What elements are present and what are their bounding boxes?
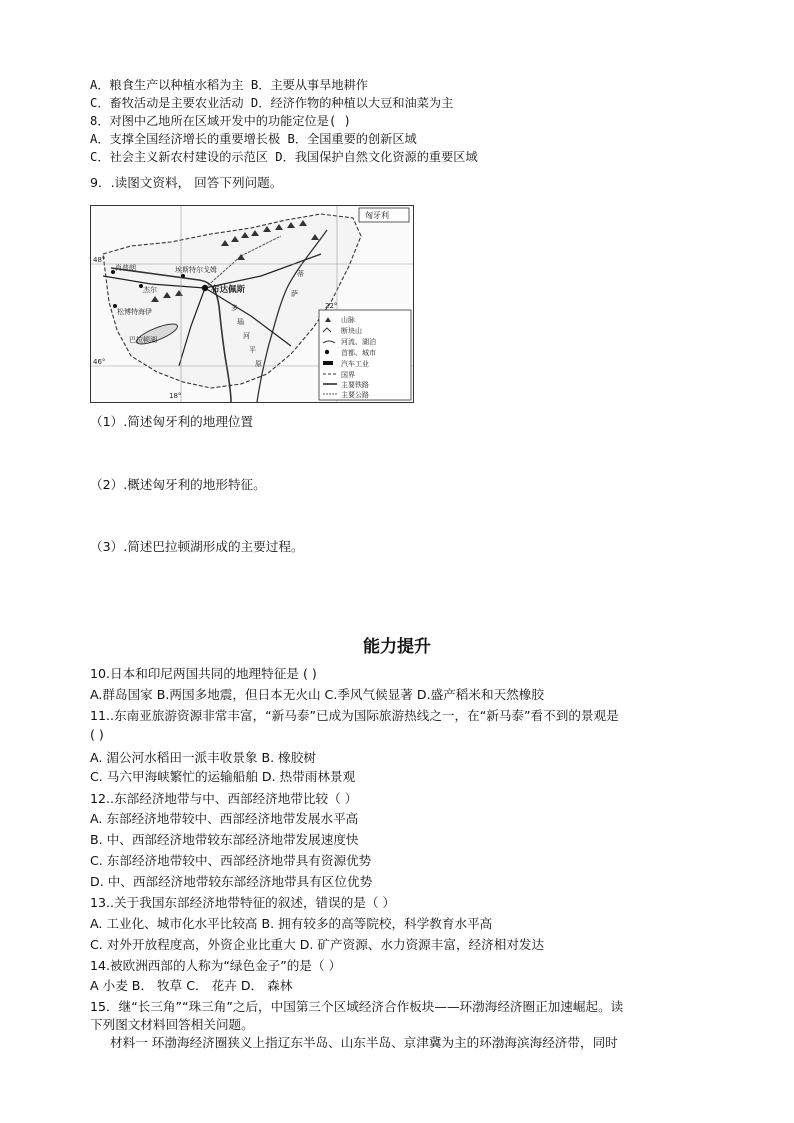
legend-city: 首都、城市	[341, 349, 376, 357]
legend-road: 主要公路	[341, 391, 369, 399]
lat1-label: 48°	[93, 256, 106, 264]
q9-sub3: （3）.简述巴拉顿湖形成的主要过程。	[90, 539, 304, 554]
q12-option-d: D. 中、西部经济地带较东部经济地带具有区位优势	[90, 874, 373, 889]
country-label: 匈牙利	[365, 211, 389, 220]
legend-city-symbol	[325, 350, 329, 354]
city3-marker	[181, 274, 185, 278]
region-char-1: 多	[231, 304, 238, 312]
legend-border: 国界	[341, 371, 355, 379]
capital-label: 布达佩斯	[211, 285, 246, 295]
city3-label: 埃斯特尔戈姆	[175, 266, 217, 274]
q8-options-line-1: A．支撑全国经济增长的重要增长极 B．全国重要的创新区域	[90, 132, 417, 146]
map-drawing	[91, 206, 413, 402]
river-char-1: 蒂	[297, 270, 304, 278]
q7-options-line-1: A．粮食生产以种植水稻为主 B．主要从事旱地耕作	[90, 78, 368, 92]
q14-options: A 小麦 B． 牧草 C． 花卉 D． 森林	[90, 978, 293, 993]
q15-material-1: 材料一 环渤海经济圈狭义上指辽东半岛、山东半岛、京津冀为主的环渤海滨海经济带，同时	[110, 1035, 618, 1050]
q8-options-line-2: C．社会主义新农村建设的示范区 D．我国保护自然文化资源的重要区域	[90, 150, 478, 164]
legend-rail: 主要铁路	[341, 381, 369, 389]
legend-auto: 汽车工业	[341, 360, 369, 368]
city1-label: 肖普朗	[115, 264, 136, 272]
legend-auto-symbol	[323, 361, 333, 365]
q12-stem: 12..东部经济地带与中、西部经济地带比较（ ）	[90, 791, 358, 806]
legend-fault: 断块山	[341, 327, 362, 335]
region-char-5: 原	[255, 360, 262, 368]
q7-options-line-2: C．畜牧活动是主要农业活动 D．经济作物的种植以大豆和油菜为主	[90, 96, 454, 110]
q13-options-line-2: C. 对外开放程度高，外资企业比重大 D. 矿产资源、水力资源丰富，经济相对发达	[90, 937, 545, 952]
river-char-2: 萨	[291, 290, 298, 298]
region-char-3: 河	[243, 332, 250, 340]
section-title: 能力提升	[363, 637, 431, 657]
q9-stem: 9．.读图文资料， 回答下列问题。	[90, 175, 283, 190]
q14-stem: 14.被欧洲西部的人称为“绿色金子”的是（ ）	[90, 958, 342, 973]
capital-marker	[202, 285, 208, 291]
region-char-4: 平	[249, 346, 256, 354]
q9-sub1: （1）.简述匈牙利的地理位置	[90, 414, 254, 429]
region-char-2: 瑙	[237, 318, 244, 326]
q8-stem: 8．对图中乙地所在区域开发中的功能定位是( )	[90, 114, 351, 128]
legend-water: 河流、湖泊	[341, 338, 376, 346]
q11-stem: 11..东南亚旅游资源非常丰富，“新马泰”已成为国际旅游热线之一，在“新马泰”看不到的景观是	[90, 708, 619, 723]
q12-option-a: A. 东部经济地带较中、西部经济地带发展水平高	[90, 811, 359, 826]
q12-option-b: B. 中、西部经济地带较东部经济地带发展速度快	[90, 832, 359, 847]
q11-paren: ( )	[90, 727, 104, 742]
q11-options-line-2: C. 马六甲海峡繁忙的运输船舶 D. 热带雨林景观	[90, 769, 356, 784]
legend-mountain: 山脉	[341, 316, 355, 324]
q12-option-c: C. 东部经济地带较中、西部经济地带具有资源优势	[90, 853, 372, 868]
q11-options-line-1: A. 湄公河水稻田一派丰收景象 B. 橡胶树	[90, 750, 316, 765]
lon1-label: 18°	[169, 392, 182, 400]
q13-options-line-1: A. 工业化、城市化水平比较高 B. 拥有较多的高等院校，科学教育水平高	[90, 916, 493, 931]
q9-sub2: （2）.概述匈牙利的地形特征。	[90, 477, 266, 492]
lat2-label: 46°	[93, 358, 106, 366]
q15-stem-line-2: 下列图文材料回答相关问题。	[90, 1017, 254, 1032]
city4-label: 松博特海伊	[117, 308, 152, 316]
lake-label: 巴拉顿湖	[129, 336, 157, 344]
lon2-label: 22°	[325, 302, 338, 310]
q15-stem-line-1: 15．继“长三角”“珠三角”之后，中国第三个区域经济合作板块——环渤海经济圈正加速崛起。读	[90, 999, 624, 1014]
hungary-map	[90, 205, 414, 403]
q10-options: A.群岛国家 B.两国多地震，但日本无火山 C.季风气候显著 D.盛产稻米和天然橡胶	[90, 687, 544, 702]
q13-stem: 13..关于我国东部经济地带特征的叙述，错误的是（ ）	[90, 895, 396, 910]
city2-label: 杰尔	[143, 286, 157, 294]
q10-stem: 10.日本和印尼两国共同的地理特征是 ( )	[90, 666, 317, 681]
